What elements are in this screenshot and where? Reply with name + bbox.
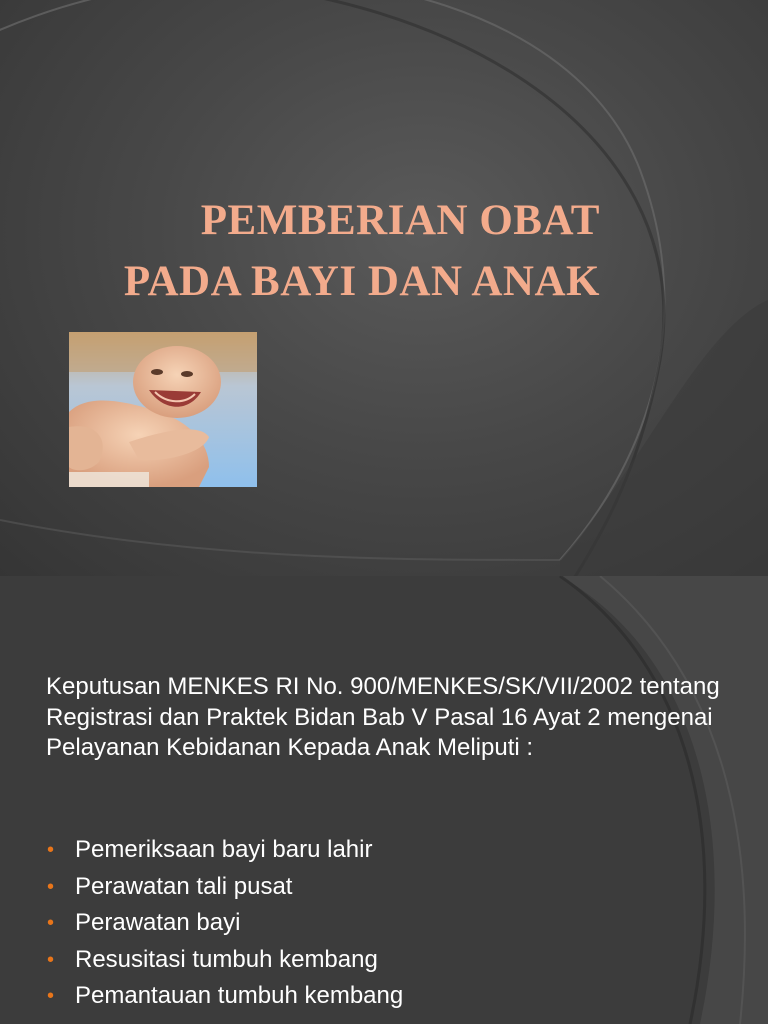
title-line-1: PEMBERIAN OBAT (200, 197, 600, 244)
bullet-dot-icon: • (47, 839, 55, 861)
list-item-label: Pemantauan tumbuh kembang (75, 982, 404, 1009)
list-item-label: Pemeriksaan bayi baru lahir (75, 836, 373, 863)
bullet-dot-icon: • (47, 985, 55, 1007)
list-item-label: Perawatan tali pusat (75, 872, 293, 900)
title-line-2: PADA BAYI DAN ANAK (123, 258, 600, 305)
slide-title (40, 190, 600, 312)
list-item-label: Perawatan bayi (75, 909, 241, 936)
content-slide (0, 576, 768, 1024)
intro-paragraph: Keputusan MENKES RI No. 900/MENKES/SK/VII/2002 tentang Registrasi dan Praktek Bidan Bab V Pasal 16 Ayat 2 mengenai Pelayanan Kebidanan Kepada Anak Meliputi : (46, 673, 720, 761)
list-item (46, 978, 403, 1015)
bullet-dot-icon: • (47, 912, 55, 934)
list-item (46, 905, 403, 942)
list-item-label: Resusitasi tumbuh kembang (75, 945, 378, 973)
list-item (46, 869, 403, 906)
bullet-list (46, 832, 403, 1015)
bullet-dot-icon: • (47, 948, 55, 971)
baby-photo (69, 332, 257, 487)
list-item (46, 832, 403, 869)
baby-photo-image (69, 332, 257, 487)
list-item (46, 942, 403, 979)
bullet-dot-icon: • (47, 875, 55, 898)
